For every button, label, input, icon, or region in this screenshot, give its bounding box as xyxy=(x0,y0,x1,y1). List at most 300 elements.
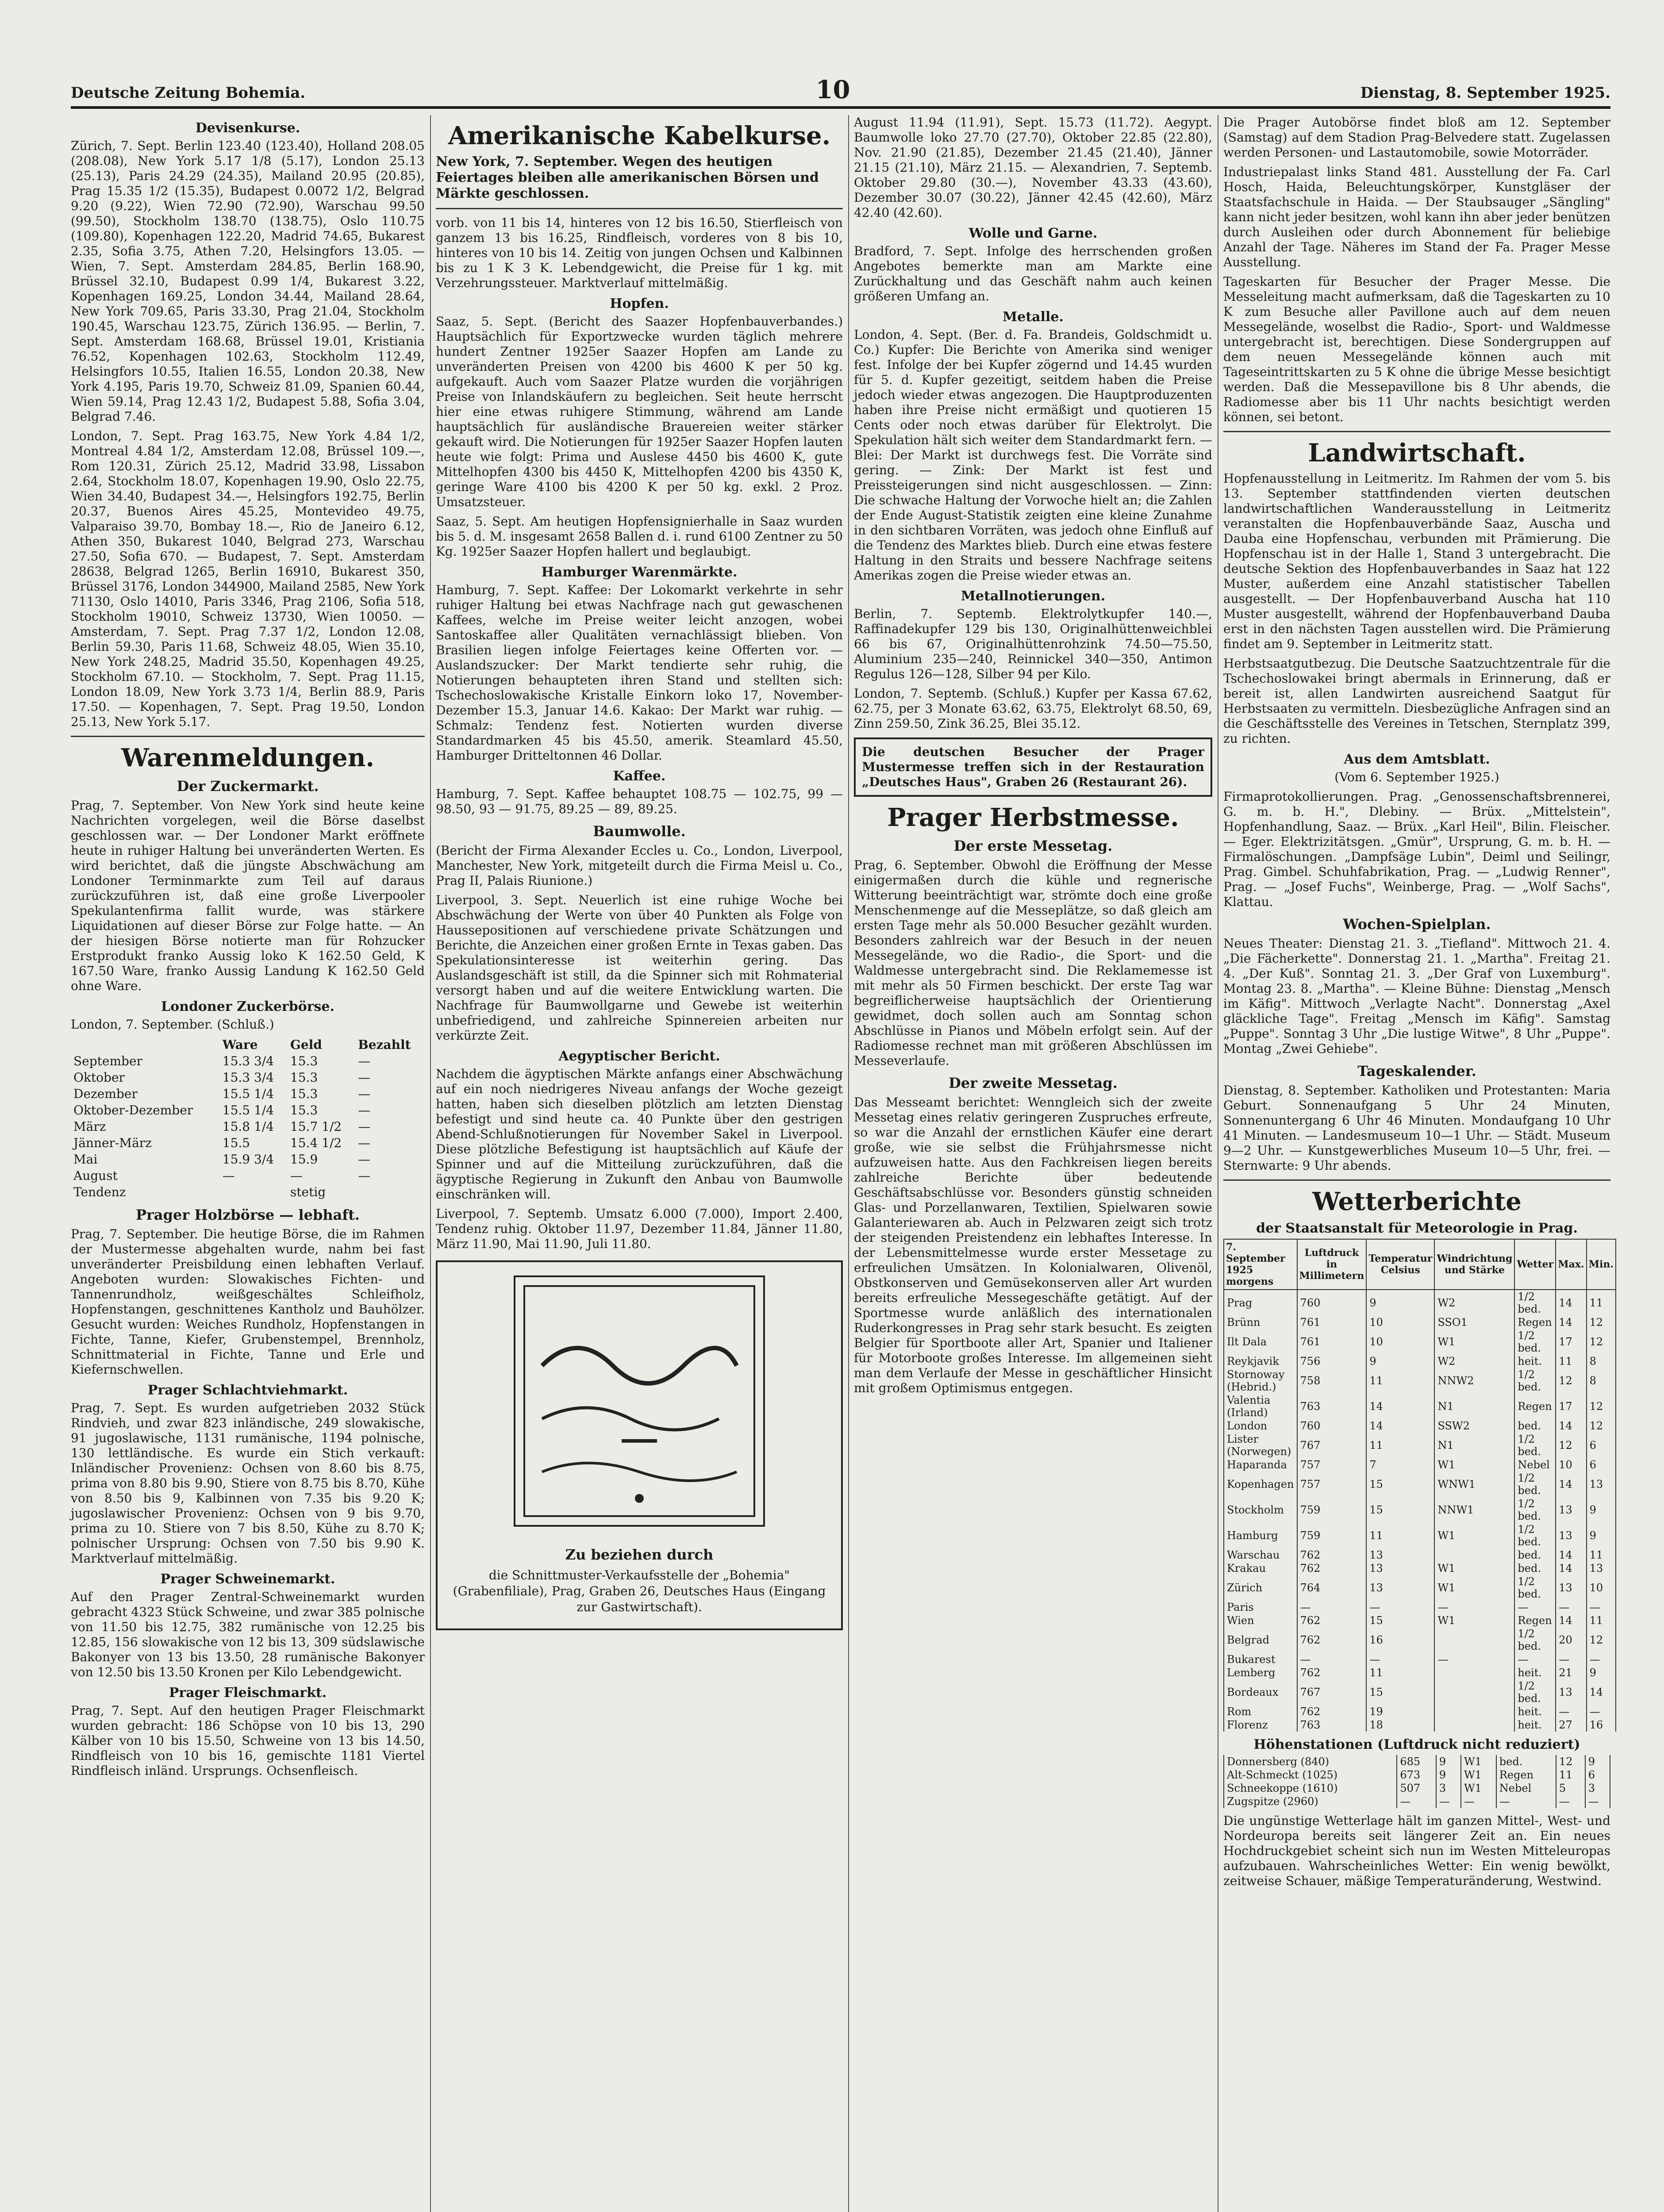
table-row xyxy=(1224,1471,1616,1497)
table-cell: 3 xyxy=(1585,1782,1610,1795)
baumwolle-intro: (Bericht der Firma Alexander Eccles u. Co., London, Liverpool, Manchester, New York, mitgeteilt durch die Firma Meisl u. Co., Prag II, Palais Riunione.) xyxy=(436,843,843,888)
tageskarten-text: Tageskarten für Besucher der Prager Messe. Die Messeleitung macht aufmerksam, daß die Tageskarten zu 10 K zum Besuche aller Pavillone auch auf dem neuen Messegelände, woselbst die Radio-, Sport- und Waldmesse untergebracht ist, berechtigen. Diese Sondergruppen auf dem neuen Messegelände können auch mit Tageseintrittskarten zu 5 K ohne die übrige Messe besichtigt werden. Daß die Messepavillone bis 8 Uhr abends, die Radiomesse aber bis 11 Uhr nachts besichtigt werden können, sei betont. xyxy=(1223,274,1610,424)
table-cell: 10 xyxy=(1556,1458,1586,1471)
table-cell: 762 xyxy=(1297,1627,1367,1653)
table-cell: 15.3 xyxy=(290,1054,318,1068)
table-row xyxy=(1224,1432,1616,1458)
table-cell: W1 xyxy=(1434,1562,1514,1575)
table-cell: 15 xyxy=(1366,1497,1434,1523)
table-cell: 1/2 bed. xyxy=(1514,1679,1556,1705)
table-cell: 1/2 bed. xyxy=(1514,1290,1556,1316)
column-rule xyxy=(430,115,431,2212)
table-cell: 760 xyxy=(1297,1419,1367,1432)
table-row xyxy=(1224,1705,1616,1718)
table-row xyxy=(71,1069,425,1086)
table-cell: SSW2 xyxy=(1434,1419,1514,1432)
table-row xyxy=(1224,1679,1616,1705)
table-row xyxy=(1224,1601,1616,1614)
table-cell: — xyxy=(1556,1653,1586,1666)
table-cell: SSO1 xyxy=(1434,1316,1514,1329)
metallnotierungen-text: Berlin, 7. Septemb. Elektrolytkupfer 140.—, Raffinadekupfer 129 bis 130, Originalhüttenweichblei 66 bis 67, Originalhüttenrohzink 74.50—75.50, Aluminium 235—240, Reinnickel 340—350, Antimon Regulus 126—128, Silber 94 per Kilo. xyxy=(854,607,1212,681)
ad-body: die Schnittmuster-Verkaufsstelle der „Bohemia" (Grabenfiliale), Prag, Graben 26, Deutsches Haus (Eingang zur Gastwirtschaft). xyxy=(453,1568,826,1614)
table-cell: 9 xyxy=(1436,1755,1461,1768)
wetter-heading: Wetterberichte xyxy=(1312,1187,1522,1216)
table-cell: — xyxy=(1587,1653,1616,1666)
table-cell: Schneekoppe (1610) xyxy=(1224,1782,1397,1795)
table-header-row xyxy=(1224,1239,1616,1290)
table-row xyxy=(1224,1329,1616,1355)
table-cell: W1 xyxy=(1434,1523,1514,1548)
table-cell: 11 xyxy=(1556,1355,1586,1368)
hamburger-heading: Hamburger Warenmärkte. xyxy=(541,565,738,580)
table-cell: 14 xyxy=(1556,1562,1586,1575)
table-cell: 9 xyxy=(1587,1666,1616,1679)
table-row xyxy=(1224,1290,1616,1316)
table-header xyxy=(71,1037,220,1053)
table-cell: — xyxy=(1514,1653,1556,1666)
table-cell: — xyxy=(1436,1795,1461,1808)
newspaper-name: Deutsche Zeitung Bohemia. xyxy=(71,84,306,102)
table-cell: London xyxy=(1224,1419,1297,1432)
table-header: Geld xyxy=(290,1037,322,1052)
table-cell: heit. xyxy=(1514,1718,1556,1732)
table-cell: 1/2 bed. xyxy=(1514,1497,1556,1523)
table-cell: 759 xyxy=(1297,1523,1367,1548)
table-cell: 21 xyxy=(1556,1666,1586,1679)
table-cell: Hamburg xyxy=(1224,1523,1297,1548)
amtsblatt-text: Firmaprotokollierungen. Prag. „Genossenschaftsbrennerei, G. m. b. H.", Dlebiny. — Brüx. „Mittelstein", Hopfenhandlung, Saaz. — Brüx. „Karl Heil", Bilin. Fleischer. — Eger. Elektrizitätsgen. „Gmür", Ursprung, G. m. b. H. — Firmalöschungen. „Dampfsäge Lubin", Deiml und Seilingr, Prag. Gimbel. Schuhfabrikation, Prag. — „Ludwig Renner", Prag. — „Josef Fuchs", Weinberge, Prag. — „Wolf Sachs", Klattau. xyxy=(1223,789,1610,909)
table-row xyxy=(1224,1316,1616,1329)
table-cell: W1 xyxy=(1434,1329,1514,1355)
table-cell: 10 xyxy=(1587,1575,1616,1601)
table-cell: 14 xyxy=(1556,1419,1586,1432)
table-cell: Oktober-Dezember xyxy=(73,1103,193,1118)
kabel-subheading: New York, 7. September. Wegen des heutigen Feiertages bleiben alle amerikanischen Börsen und Märkte geschlossen. xyxy=(436,154,819,201)
table-cell: März xyxy=(73,1119,106,1134)
table-cell: 15.5 1/4 xyxy=(222,1103,274,1118)
table-row xyxy=(1224,1394,1616,1419)
table-cell: Krakau xyxy=(1224,1562,1297,1575)
table-cell: September xyxy=(73,1054,142,1068)
weather-date-header xyxy=(1224,1239,1297,1290)
table-cell: bed. xyxy=(1514,1548,1556,1562)
table-cell: NNW2 xyxy=(1434,1368,1514,1394)
table-cell: 15.9 3/4 xyxy=(222,1152,274,1167)
table-cell: bed. xyxy=(1514,1562,1556,1575)
table-cell: Zürich xyxy=(1224,1575,1297,1601)
hoehen-table-body xyxy=(1224,1755,1610,1808)
hopfen-text: Saaz, 5. Sept. (Bericht des Saazer Hopfenbauverbandes.) Hauptsächlich für Exportzwecke wurden täglich mehrere hundert Zentner 1925er Saazer Hopfen am Lande zu unveränderten Preisen von 4200 bis 4600 K per 50 kg. aufgekauft. Auch vom Saazer Platze wurden die vorjährigen Preise von Inlandskäufern zu begleichen. Seit heute herrscht hier eine etwas ruhigere Stimmung, während am Lande hauptsächlich für ausländische Brauereien weiter stärker gekauft wird. Die Notierungen für 1925er Saazer Hopfen lauten heute wie folgt: Prima und Auslese 4450 bis 4600 K, gute Mittelhopfen 4300 bis 4450 K, Mittelhopfen 4200 bis 4350 K, geringe Ware 4100 bis 4200 K per 50 kg. exkl. 2 Proz. Umsatzsteuer. xyxy=(436,314,843,509)
table-cell: — xyxy=(1461,1795,1496,1808)
landwirtschaft-heading: Landwirtschaft. xyxy=(1308,438,1526,468)
table-row xyxy=(71,1118,425,1135)
weather-table-body xyxy=(1224,1290,1616,1732)
table-cell: 13 xyxy=(1366,1562,1434,1575)
liverpool-text: Liverpool, 7. Septemb. Umsatz 6.000 (7.000), Import 2.400, Tendenz ruhig. Oktober 11.97, Dezember 11.84, Jänner 11.80, März 11.90, Mai 11.90, Juli 11.80. xyxy=(436,1206,843,1251)
wetter-subheading: der Staatsanstalt für Meteorologie in Prag. xyxy=(1256,1221,1578,1236)
table-header: Windrichtung und Stärke xyxy=(1434,1239,1514,1290)
table-header: Min. xyxy=(1587,1239,1616,1290)
table-row xyxy=(1224,1548,1616,1562)
table-cell: 12 xyxy=(1587,1316,1616,1329)
table-cell: Ilt Dala xyxy=(1224,1329,1297,1355)
holz-heading: Prager Holzbörse — lebhaft. xyxy=(135,1206,360,1223)
table-cell: bed. xyxy=(1514,1419,1556,1432)
table-cell: heit. xyxy=(1514,1355,1556,1368)
ullstein-advertisement xyxy=(436,1260,843,1630)
table-cell: — xyxy=(1587,1705,1616,1718)
table-cell: — xyxy=(290,1168,303,1183)
column-3 xyxy=(854,115,1212,2212)
table-cell: 11 xyxy=(1587,1290,1616,1316)
table-cell: Nebel xyxy=(1514,1458,1556,1471)
table-cell: Reykjavik xyxy=(1224,1355,1297,1368)
table-cell: Warschau xyxy=(1224,1548,1297,1562)
tageskalender-heading: Tageskalender. xyxy=(1357,1063,1476,1079)
hopfen-heading: Hopfen. xyxy=(610,296,669,311)
table-cell: — xyxy=(1366,1601,1434,1614)
table-cell: Paris xyxy=(1224,1601,1297,1614)
table-cell: W1 xyxy=(1434,1458,1514,1471)
table-cell: Donnersberg (840) xyxy=(1224,1755,1397,1768)
table-cell: 759 xyxy=(1297,1497,1367,1523)
table-cell: — xyxy=(1496,1795,1556,1808)
table-cell: Florenz xyxy=(1224,1718,1297,1732)
zweiter-messetag-text: Das Messeamt berichtet: Wenngleich sich der zweite Messetag eines relativ geringeren Zuspruches erfreute, so war die Anzahl der ernstlichen Käufer eine derart große, wie sie selbst die Frühjahrsmesse nicht aufzuweisen hatte. Aus den Fachkreisen liegen bereits zahlreiche Berichte über bedeutende Geschäftsabschlüsse vor. Besonders günstig schneiden Glas- und Porzellanwaren, Textilien, Spielwaren sowie Galanteriewaren ab. Auch in Pelzwaren zeigt sich trotz der steigenden Preistendenz ein lebhaftes Interesse. In der Lebensmittelmesse wurde erster Messetage zu erfreulichen Umsätzen. In Kolonialwaren, Olivenöl, Obstkonserven und Gemüsekonserven aller Art wurden bereits erfreuliche Messegeschäfte getätigt. Auf der Sportmesse wurde anläßlich des internationalen Ruderkongresses in Prag sehr stark besucht. Es zeigten Belgier für Sportboote aller Art, Spanier und Italiener für Motorboote großes Interesse. Im allgemeinen sieht man dem Verlaufe der Messe in geschäftlicher Hinsicht mit großem Optimismus entgegen. xyxy=(854,1095,1212,1395)
table-cell: 685 xyxy=(1397,1755,1436,1768)
table-cell: bed. xyxy=(1496,1755,1556,1768)
table-cell: 758 xyxy=(1297,1368,1367,1394)
weather-date: 7. September 1925 xyxy=(1226,1241,1285,1276)
table-row xyxy=(1224,1575,1616,1601)
landwirtschaft-text: Hopfenausstellung in Leitmeritz. Im Rahmen der vom 5. bis 13. September stattfindenden vierten deutschen landwirtschaftlichen Wanderausstellung in Leitmeritz veranstalten die Hopfenbauverbände Saaz, Auscha und Dauba eine Hopfenschau, verbunden mit Prämierung. Die Hopfenschau ist in der Halle 1, Stand 3 untergebracht. Die deutsche Sektion des Hopfenbauverbandes in Saaz hat 122 Muster, außerdem eine Anzahl statistischer Tabellen ausgestellt. — Der Hopfenbauverband Auscha hat 110 Muster ausgestellt, während der Hopfenbauverband Dauba erst in den nächsten Tagen ausstellen wird. Die Prämierung findet am 9. September in Leitmeritz statt. xyxy=(1223,471,1610,651)
table-cell: 10 xyxy=(1366,1329,1434,1355)
table-cell: 14 xyxy=(1556,1290,1586,1316)
table-row xyxy=(71,1086,425,1102)
table-cell: 1/2 bed. xyxy=(1514,1329,1556,1355)
erster-messetag-heading: Der erste Messetag. xyxy=(953,837,1113,854)
fleisch-text: Prag, 7. Sept. Auf den heutigen Prager Fleischmarkt wurden gebracht: 186 Schöpse von 10 bis 13, 290 Kälber von 10 bis 15.50, Schweine von 13 bis 14.50, Rindfleisch von 10 bis 16, gemischte 1181 Viertel Rindfleisch inländ. Ursprungs. Ochsenfleisch. xyxy=(71,1703,425,1778)
table-row xyxy=(71,1102,425,1118)
table-row xyxy=(1224,1419,1616,1432)
table-cell: 13 xyxy=(1366,1548,1434,1562)
table-cell: 15.5 1/4 xyxy=(222,1087,274,1101)
table-cell: 15 xyxy=(1366,1679,1434,1705)
table-cell: 14 xyxy=(1556,1548,1586,1562)
table-cell: 10 xyxy=(1366,1316,1434,1329)
table-cell: 13 xyxy=(1366,1575,1434,1601)
table-cell: 761 xyxy=(1297,1329,1367,1355)
table-cell: Lister (Norwegen) xyxy=(1224,1432,1297,1458)
table-cell: 756 xyxy=(1297,1355,1367,1368)
table-cell: 14 xyxy=(1366,1419,1434,1432)
table-cell: 15.9 xyxy=(290,1152,318,1167)
table-cell: — xyxy=(358,1054,371,1068)
table-cell: Kopenhagen xyxy=(1224,1471,1297,1497)
table-cell: 17 xyxy=(1556,1329,1586,1355)
wolle-heading: Wolle und Garne. xyxy=(968,226,1098,241)
table-cell: 13 xyxy=(1556,1575,1586,1601)
table-cell: 14 xyxy=(1556,1614,1586,1627)
table-cell: — xyxy=(1297,1653,1367,1666)
table-cell: Zugspitze (2960) xyxy=(1224,1795,1397,1808)
table-cell: Wien xyxy=(1224,1614,1297,1627)
table-cell: heit. xyxy=(1514,1666,1556,1679)
table-cell: — xyxy=(1585,1795,1610,1808)
table-cell: 13 xyxy=(1556,1523,1586,1548)
table-cell: 15.5 xyxy=(222,1136,250,1150)
amtsblatt-heading: Aus dem Amtsblatt. xyxy=(1344,752,1490,767)
table-cell: NNW1 xyxy=(1434,1497,1514,1523)
table-cell: 15.3 xyxy=(290,1070,318,1085)
table-row xyxy=(1224,1523,1616,1548)
visitor-notice-text: Die deutschen Besucher der Prager Mustermesse treffen sich in der Restauration „Deutsches Haus", Graben 26 (Restaurant 26). xyxy=(862,745,1204,789)
table-cell: Stockholm xyxy=(1224,1497,1297,1523)
table-cell: W1 xyxy=(1461,1755,1496,1768)
holz-text: Prag, 7. September. Die heutige Börse, die im Rahmen der Mustermesse abgehalten wurde, nahm bei fast unveränderter Preisbildung einen lebhaften Verlauf. Angeboten wurden: Slowakisches Fichten- und Tannenrundholz, weißgeschältes Schleifholz, Hopfenstangen, geschnittenes Kantholz und Bauhölzer. Gesucht wurden: Weiches Rundholz, Hopfenstangen in Fichte, Tanne, Kiefer, Grubenstempel, Brennholz, Schnittmaterial in Fichte, Tanne und Erle und Kiefernschwellen. xyxy=(71,1227,425,1377)
table-cell: — xyxy=(1514,1601,1556,1614)
table-cell: 507 xyxy=(1397,1782,1436,1795)
table-header: Bezahlt xyxy=(358,1037,411,1052)
table-row xyxy=(71,1184,425,1200)
table-cell: 5 xyxy=(1556,1782,1585,1795)
table-cell: heit. xyxy=(1514,1705,1556,1718)
table-cell: 14 xyxy=(1366,1394,1434,1419)
wetter-text: Die ungünstige Wetterlage hält im ganzen Mittel-, West- und Nordeuropa bereits seit längerer Zeit an. Ein neues Hochdruckgebiet scheint sich nun im Westen Mitteleuropas aufzubauen. Wahrscheinliches Wetter: Ein wenig bewölkt, zeitweise Schauer, mäßige Temperaturänderung, Westwind. xyxy=(1223,1813,1610,1888)
table-cell: 3 xyxy=(1436,1782,1461,1795)
table-cell: 762 xyxy=(1297,1562,1367,1575)
amtsblatt-subheading: (Vom 6. September 1925.) xyxy=(1334,770,1499,784)
table-cell: 760 xyxy=(1297,1290,1367,1316)
table-cell: 764 xyxy=(1297,1575,1367,1601)
table-cell: August xyxy=(73,1168,118,1183)
hoehen-table xyxy=(1223,1755,1610,1808)
metallnotierungen-heading: Metallnotierungen. xyxy=(961,588,1106,604)
hopfen-text-2: Saaz, 5. Sept. Am heutigen Hopfensignierhalle in Saaz wurden bis 5. d. M. insgesamt 2658 Ballen d. i. rund 6100 Zentner zu 50 Kg. 1925er Saazer Hopfen hallert und beglaubigt. xyxy=(436,514,843,559)
table-cell: Prag xyxy=(1224,1290,1297,1316)
table-cell: 11 xyxy=(1587,1614,1616,1627)
column-1 xyxy=(71,115,425,2212)
table-row xyxy=(1224,1782,1610,1795)
devisen-text-2: London, 7. Sept. Prag 163.75, New York 4.84 1/2, Montreal 4.84 1/2, Amsterdam 12.08, Brüssel 109.—, Rom 120.31, Zürich 25.12, Madrid 33.98, Lissabon 2.64, Stockholm 18.07, Kopenhagen 19.90, Oslo 22.75, Wien 34.40, Budapest 34.—, Helsingfors 192.75, Berlin 20.37, Buenos Aires 45.25, Montevideo 49.75, Valparaiso 39.70, Bombay 18.—, Rio de Janeiro 6.12, Athen 350, Bukarest 1040, Belgrad 273, Warschau 27.50, Sofia 670. — Budapest, 7. Sept. Amsterdam 28638, Belgrad 1265, Berlin 16910, Bukarest 350, Brüssel 3176, London 344900, Mailand 2585, New York 71130, Oslo 14010, Paris 3346, Prag 2106, Sofia 518, Stockholm 19010, Schweiz 13730, Wien 10050. — Amsterdam, 7. Sept. Prag 7.37 1/2, London 12.08, Berlin 59.30, Paris 11.68, Schweiz 48.05, Wien 35.10, New York 248.25, Madrid 35.50, Kopenhagen 49.25, Stockholm 67.10. — Stockholm, 7. Sept. Prag 11.15, London 18.09, New York 3.73 1/4, Berlin 88.9, Paris 17.50. — Kopenhagen, 7. Sept. Prag 19.50, London 25.13, New York 5.17. xyxy=(71,429,425,729)
table-cell: 19 xyxy=(1366,1705,1434,1718)
table-cell xyxy=(1434,1666,1514,1679)
table-row xyxy=(1224,1355,1616,1368)
waren-heading: Warenmeldungen. xyxy=(121,743,374,772)
table-cell: W2 xyxy=(1434,1355,1514,1368)
table-cell: Regen xyxy=(1496,1768,1556,1782)
table-cell: 11 xyxy=(1587,1548,1616,1562)
table-cell: 9 xyxy=(1587,1497,1616,1523)
page-number: 10 xyxy=(815,75,850,104)
table-cell: — xyxy=(1556,1705,1586,1718)
table-row xyxy=(1224,1627,1616,1653)
table-row xyxy=(1224,1653,1616,1666)
table-cell: Oktober xyxy=(73,1070,125,1085)
ad-heading: Zu beziehen durch xyxy=(565,1546,714,1563)
table-cell: 14 xyxy=(1587,1679,1616,1705)
table-cell: — xyxy=(1556,1601,1586,1614)
table-cell xyxy=(1434,1548,1514,1562)
table-row xyxy=(1224,1795,1610,1808)
ullstein-logo-image xyxy=(514,1275,765,1527)
table-row xyxy=(71,1167,425,1184)
table-cell: — xyxy=(358,1168,371,1183)
table-cell: 6 xyxy=(1587,1458,1616,1471)
sugar-table-title: Londoner Zuckerbörse. xyxy=(161,999,334,1014)
table-cell: Tendenz xyxy=(73,1185,126,1199)
table-cell: 11 xyxy=(1366,1523,1434,1548)
fleisch-heading: Prager Fleischmarkt. xyxy=(169,1685,327,1701)
table-cell: 12 xyxy=(1587,1627,1616,1653)
table-cell: 13 xyxy=(1556,1497,1586,1523)
table-cell: 1/2 bed. xyxy=(1514,1575,1556,1601)
table-cell: — xyxy=(1397,1795,1436,1808)
baumwolle-heading: Baumwolle. xyxy=(593,823,686,840)
table-cell: 9 xyxy=(1366,1355,1434,1368)
london-metal-text: London, 7. Septemb. (Schluß.) Kupfer per Kassa 67.62, 62.75, per 3 Monate 63.62, 63.75, Elektrolyt 68.50, 69, Zinn 259.50, Zink 36.25, Blei 35.12. xyxy=(854,686,1212,731)
table-cell: 11 xyxy=(1366,1368,1434,1394)
column-rule xyxy=(848,115,849,2212)
table-cell: 12 xyxy=(1587,1329,1616,1355)
table-row xyxy=(1224,1562,1616,1575)
table-cell: 1/2 bed. xyxy=(1514,1523,1556,1548)
table-cell: 15 xyxy=(1366,1471,1434,1497)
spielplan-text: Neues Theater: Dienstag 21. 3. „Tiefland". Mittwoch 21. 4. „Die Fächerkette". Donnerstag 21. 1. „Martha". Freitag 21. 4. „Der Kuß". Sonntag 21. 3. „Der Graf von Luxemburg". Montag 23. 8. „Martha". — Kleine Bühne: Dienstag „Mensch im Käfig". Mittwoch „Verlagte Nacht". Donnerstag „Axel gläckliche Tage". Freitag „Mensch im Käfig". Samstag „Puppe". Sonntag 3 Uhr „Die lustige Witwe", 8 Uhr „Puppe". Montag „Zwei Gehiebe". xyxy=(1223,936,1610,1056)
table-cell: Brünn xyxy=(1224,1316,1297,1329)
table-cell: 767 xyxy=(1297,1679,1367,1705)
table-cell: — xyxy=(1366,1653,1434,1666)
table-cell: 673 xyxy=(1397,1768,1436,1782)
table-cell: 15.3 3/4 xyxy=(222,1054,274,1068)
table-cell: Dezember xyxy=(73,1087,138,1101)
baumwolle-continuation: August 11.94 (11.91), Sept. 15.73 (11.72). Aegypt. Baumwolle loko 27.70 (27.70), Oktober 22.85 (22.80), Nov. 21.90 (21.85), Dezember 21.45 (21.40), Jänner 21.15 (21.10), März 21.15. — Alexandrien, 7. Septemb. Oktober 29.80 (30.—), November 43.33 (43.60), Dezember 30.07 (30.22), Jänner 42.45 (42.60), März 42.40 (42.60). xyxy=(854,115,1212,220)
table-cell: — xyxy=(222,1168,235,1183)
schlacht-heading: Prager Schlachtviehmarkt. xyxy=(147,1382,348,1398)
table-cell xyxy=(1434,1679,1514,1705)
table-cell: 1/2 bed. xyxy=(1514,1627,1556,1653)
wolle-text: Bradford, 7. Sept. Infolge des herrschenden großen Angebotes bemerkte man am Markte eine Zurückhaltung und das Geschäft nahm auch keinen größeren Umfang an. xyxy=(854,244,1212,303)
table-cell: 12 xyxy=(1556,1368,1586,1394)
table-cell: W1 xyxy=(1461,1768,1496,1782)
table-cell: 9 xyxy=(1585,1755,1610,1768)
visitor-notice-box xyxy=(854,737,1212,797)
table-cell: 11 xyxy=(1366,1666,1434,1679)
table-cell: 12 xyxy=(1587,1419,1616,1432)
table-cell: — xyxy=(1587,1601,1616,1614)
table-row xyxy=(71,1053,425,1069)
sugar-table-body xyxy=(71,1053,425,1200)
table-cell: 15.3 xyxy=(290,1103,318,1118)
zucker-heading: Der Zuckermarkt. xyxy=(177,778,319,795)
table-cell: N1 xyxy=(1434,1394,1514,1419)
table-cell: Bordeaux xyxy=(1224,1679,1297,1705)
table-cell: 11 xyxy=(1366,1432,1434,1458)
issue-date: Dienstag, 8. September 1925. xyxy=(1360,84,1610,102)
hoehen-heading: Höhenstationen (Luftdruck nicht reduziert) xyxy=(1253,1737,1580,1752)
table-cell: Regen xyxy=(1514,1316,1556,1329)
table-row xyxy=(1224,1458,1616,1471)
table-cell: Nebel xyxy=(1496,1782,1556,1795)
table-cell: 762 xyxy=(1297,1666,1367,1679)
table-cell: 8 xyxy=(1587,1355,1616,1368)
table-cell: 9 xyxy=(1436,1768,1461,1782)
kaffee-heading: Kaffee. xyxy=(613,768,666,784)
kabel-heading: Amerikanische Kabelkurse. xyxy=(448,121,831,150)
table-cell: — xyxy=(358,1103,371,1118)
table-cell: 12 xyxy=(1556,1432,1586,1458)
table-cell: Jänner-März xyxy=(73,1136,152,1150)
schlacht-text: Prag, 7. Sept. Es wurden aufgetrieben 2032 Stück Rindvieh, und zwar 823 inländische, 249 slowakische, 91 jugoslawische, 1131 rumänische, 1194 polnische, 130 lettländische. Es wurde ein Stich verkauft: Inländischer Provenienz: Ochsen von 8.60 bis 8.75, prima von 8.80 bis 9.90, Stiere von 8.75 bis 8.70, Kühe von 8.50 bis 9, Kalbinnen von 7.35 bis 9.20 K; jugoslawischer Provenienz: Ochsen von 9 bis 9.70, prima zu 10. Stiere von 7 bis 8.50, Kühe zu 8.70 K; polnischer Ursprung: Ochsen von 7.50 bis 9.90 K. Marktverlauf mittelmäßig. xyxy=(71,1401,425,1566)
metalle-text: London, 4. Sept. (Ber. d. Fa. Brandeis, Goldschmidt u. Co.) Kupfer: Die Berichte von Amerika sind weniger fest. Infolge der bei Kupfer zögernd und 14.45 wurden für 5. d. Kupfer gezeitigt, seitdem haben die Preise jedoch wieder etwas angezogen. Die Hauptproduzenten haben ihre Preise nicht ermäßigt und quotieren 15 Cents oder noch etwas darüber für Elektrolyt. Die Spekulation hält sich weiter dem Standardmarkt fern. — Blei: Der Markt ist durchwegs fest. Die Vorräte sind gering. — Zink: Der Markt ist fest und Preissteigerungen sind nicht ausgeschlossen. — Zinn: Die schwache Haltung der Vorwoche hielt an; die Zahlen der Ende August-Statistik zeigten eine kleine Zunahme in den sichtbaren Vorräten, was jedoch ohne Einfluß auf die Tendenz des Marktes blieb. Durch eine etwas festere Haltung in den Straits und bessere Nachfrage seitens Amerikas zogen die Preise wieder etwas an. xyxy=(854,327,1212,583)
table-row xyxy=(1224,1497,1616,1523)
table-cell: N1 xyxy=(1434,1432,1514,1458)
baumwolle-text: Liverpool, 3. Sept. Neuerlich ist eine ruhige Woche bei Abschwächung der Werte von über 40 Punkten als Folge von Haussepositionen auf verschiedene private Schätzungen und Berichte, die Anzeichen einer großen Ernte in Texas gaben. Das Spekulationsinteresse ist weiterhin gering. Das Auslandsgeschäft ist still, da die Spinner sich mit Rohmaterial versorgt haben und auf die weitere Entwicklung warten. Die Nachfrage für Baumwollgarne und Gewebe ist weiterhin unbefriedigend, und zahlreiche Spinnereien arbeiten nur verkürzte Zeit. xyxy=(436,893,843,1043)
table-cell xyxy=(355,1184,425,1200)
table-cell: 9 xyxy=(1366,1290,1434,1316)
table-row xyxy=(1224,1755,1610,1768)
table-cell: — xyxy=(1434,1601,1514,1614)
table-cell: 15.3 xyxy=(290,1087,318,1101)
saatgut-text: Herbstsaatgutbezug. Die Deutsche Saatzuchtzentrale für die Tschechoslowakei bringt abermals in Erinnerung, daß er bereit ist, allen Landwirten ausreichend Saatgut für Herbstsaaten zu vermitteln. Diesbezügliche Anfragen sind an die Geschäftsstelle des Vereines in Tetschen, Sternplatz 399, zu richten. xyxy=(1223,656,1610,746)
table-cell: 6 xyxy=(1585,1768,1610,1782)
table-cell: Mai xyxy=(73,1152,98,1167)
table-cell: 12 xyxy=(1556,1755,1585,1768)
devisen-heading: Devisenkurse. xyxy=(195,120,300,136)
table-cell: Valentia (Irland) xyxy=(1224,1394,1297,1419)
table-cell: Alt-Schmeckt (1025) xyxy=(1224,1768,1397,1782)
zucker-text: Prag, 7. September. Von New York sind heute keine Nachrichten vorgelegen, weil die Börse daselbst geschlossen war. — Der Londoner Markt eröffnete heute in ruhiger Haltung bei unveränderten Werten. Es wird berichtet, daß die jüngste Abschwächung am Londoner Terminmarkte zum Teil auf daraus zurückzuführen ist, daß eine große Liverpooler Spekulantenfirma fallit wurde, was stärkere Liquidationen auf dieser Börse zur Folge hatte. — An der hiesigen Börse notierte man für Rohzucker Erstprodukt franko Aussig loko K 162.50 Geld, K 167.50 Ware, franko Aussig Landung K 162.50 Geld ohne Ware. xyxy=(71,798,425,993)
table-cell: 14 xyxy=(1556,1316,1586,1329)
table-cell: 12 xyxy=(1587,1394,1616,1419)
table-cell: WNW1 xyxy=(1434,1471,1514,1497)
table-cell: 11 xyxy=(1556,1768,1585,1782)
section-rule xyxy=(436,208,843,209)
weather-time: morgens xyxy=(1226,1276,1274,1287)
table-header: Max. xyxy=(1556,1239,1586,1290)
table-cell: 7 xyxy=(1366,1458,1434,1471)
table-cell: Haparanda xyxy=(1224,1458,1297,1471)
table-cell: — xyxy=(358,1136,371,1150)
table-cell: Bukarest xyxy=(1224,1653,1297,1666)
table-cell: Stornoway (Hebrid.) xyxy=(1224,1368,1297,1394)
table-cell: 15.4 1/2 xyxy=(290,1136,342,1150)
autoboerse-text: Die Prager Autobörse findet bloß am 12. September (Samstag) auf dem Stadion Prag-Belvedere statt. Zugelassen werden Personen- und Lastautomobile, sowie Motorräder. xyxy=(1223,115,1610,160)
aegypt-text: Nachdem die ägyptischen Märkte anfangs einer Abschwächung auf ein noch niedrigeres Niveau anfangs der Woche gezeigt hatten, haben sich dieselben plötzlich am letzten Dienstag befestigt und sind heute ca. 40 Punkte über den gestrigen Abend-Schlußnotierungen für November Sakel in Liverpool. Diese plötzliche Befestigung ist hauptsächlich auf Käufe der Spinner und auf die Mitteilung zurückzuführen, daß die ägyptische Regierung in Zukunft den Anbau von Baumwolle einschränken will. xyxy=(436,1067,843,1202)
weather-table xyxy=(1223,1239,1616,1732)
table-cell: 1/2 bed. xyxy=(1514,1368,1556,1394)
sugar-table xyxy=(71,1037,425,1200)
table-row xyxy=(71,1135,425,1151)
table-cell: 757 xyxy=(1297,1471,1367,1497)
column-4 xyxy=(1223,115,1614,2212)
table-header: Ware xyxy=(222,1037,258,1052)
table-cell: 763 xyxy=(1297,1394,1367,1419)
industriepalast-text: Industriepalast links Stand 481. Ausstellung der Fa. Carl Hosch, Haida, Beleuchtungskörper, Kunstgläser der Staatsfachschule in Haida. — Der Staubsauger „Sängling" kann nicht jeder besitzen, wohl kann ihn aber jeder benützen durch Ausleihen oder durch Abonnement für beliebige Anzahl der Tage. Näheres im Stand der Fa. Prager Messe Ausstellung. xyxy=(1223,165,1610,269)
table-row xyxy=(71,1151,425,1167)
table-cell: — xyxy=(1434,1653,1514,1666)
spielplan-heading: Wochen-Spielplan. xyxy=(1343,916,1491,933)
erster-messetag-text: Prag, 6. September. Obwohl die Eröffnung der Messe einigermaßen durch die kühle und regnerische Witterung beeinträchtigt war, strömte doch eine große Menschenmenge auf die Messeplätze, so daß gleich am ersten Tage mehr als 50.000 Besucher gezählt wurden. Besonders zahlreich war der Besuch in der neuen Messegelände, wo die Radio-, die Sport- und die Waldmesse untergebracht sind. Die Reklamemesse ist mit mehr als 50 Firmen beschickt. Der erste Tag war begreiflicherweise hauptsächlich der Orientierung gewidmet, doch sollen auch am Sonntag schon Abschlüsse in Pianos und Möbeln erfolgt sein. Auf der Radiomesse rechnet man mit größeren Abschlüssen im Messeverlaufe. xyxy=(854,858,1212,1068)
table-cell: 757 xyxy=(1297,1458,1367,1471)
schwein-heading: Prager Schweinemarkt. xyxy=(160,1571,335,1587)
table-cell: 17 xyxy=(1556,1394,1586,1419)
table-cell: 762 xyxy=(1297,1548,1367,1562)
table-header: Wetter xyxy=(1514,1239,1556,1290)
table-cell: — xyxy=(1556,1795,1585,1808)
table-row xyxy=(1224,1768,1610,1782)
table-cell: 9 xyxy=(1587,1523,1616,1548)
